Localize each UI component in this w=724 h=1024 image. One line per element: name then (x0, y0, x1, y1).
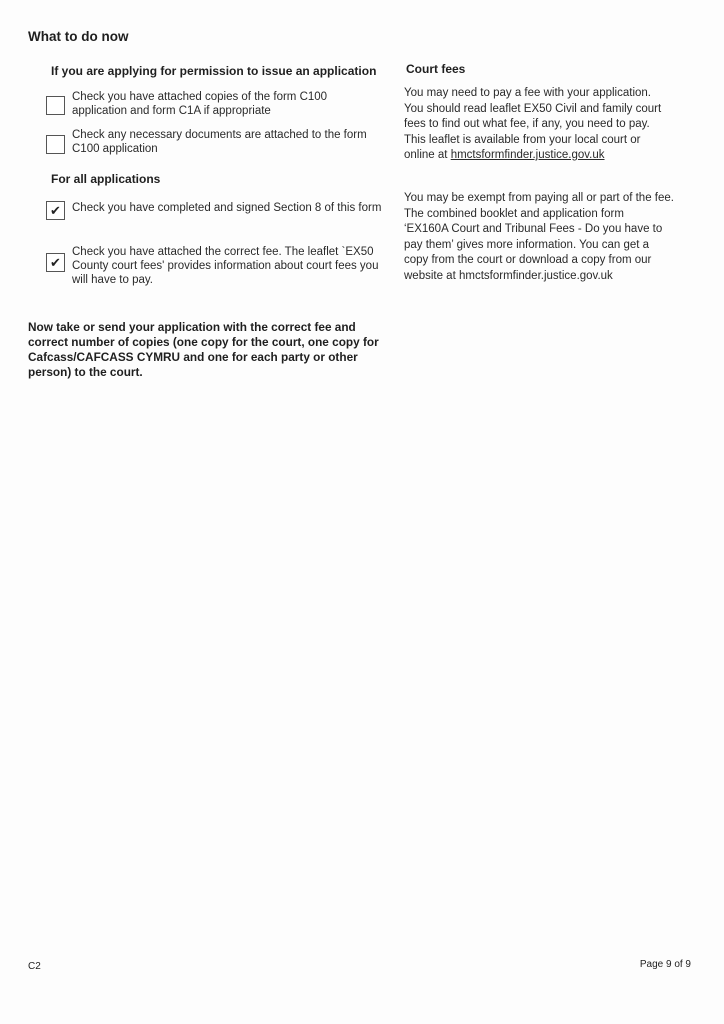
form-code: C2 (28, 961, 41, 972)
checkbox-documents-attached[interactable] (46, 135, 65, 154)
checklist-item-text: Check you have attached copies of the form C100 application and form C1A if appropriate (72, 91, 328, 117)
checkbox-c100-copies[interactable] (46, 96, 65, 115)
checkbox-section8-signed[interactable]: ✔ (46, 201, 65, 220)
section-heading-permission: If you are applying for permission to issue an application (51, 64, 377, 78)
page-title: What to do now (28, 29, 129, 44)
fee-exemption-paragraph: You may be exempt from paying all or part of the fee. The combined booklet and application form ‘EX160A Court and Tribunal Fees - Do you have to pay them’ gives more information. You can get a copy from the court or download a copy from our website at hmctsformfinder.justice.gov.uk (404, 192, 674, 282)
page-number: Page 9 of 9 (639, 959, 691, 970)
formfinder-link[interactable]: hmctsformfinder.justice.gov.uk (450, 149, 605, 161)
court-fees-paragraph: You may need to pay a fee with your application. You should read leaflet EX50 Civil and family court fees to find out what fee, if any, you need to pay. This leaflet is available from your local court or online at hmctsformfinder.justice.gov.uk (404, 87, 662, 161)
submission-instructions: Now take or send your application with the correct fee and correct number of copies (one copy for the court, one copy for Cafcass/CAFCASS CYMRU and one for each party or other person) to the court. (28, 320, 379, 379)
checklist-item-text: Check you have attached the correct fee. The leaflet `EX50 County court fees' provides information about court fees you will have to pay. (72, 246, 379, 286)
court-fees-heading: Court fees (406, 62, 466, 76)
checkbox-correct-fee[interactable]: ✔ (46, 253, 65, 272)
checklist-item-text: Check you have completed and signed Section 8 of this form (72, 202, 382, 214)
section-heading-all-applications: For all applications (51, 172, 161, 186)
checklist-item-text: Check any necessary documents are attached to the form C100 application (72, 129, 367, 155)
